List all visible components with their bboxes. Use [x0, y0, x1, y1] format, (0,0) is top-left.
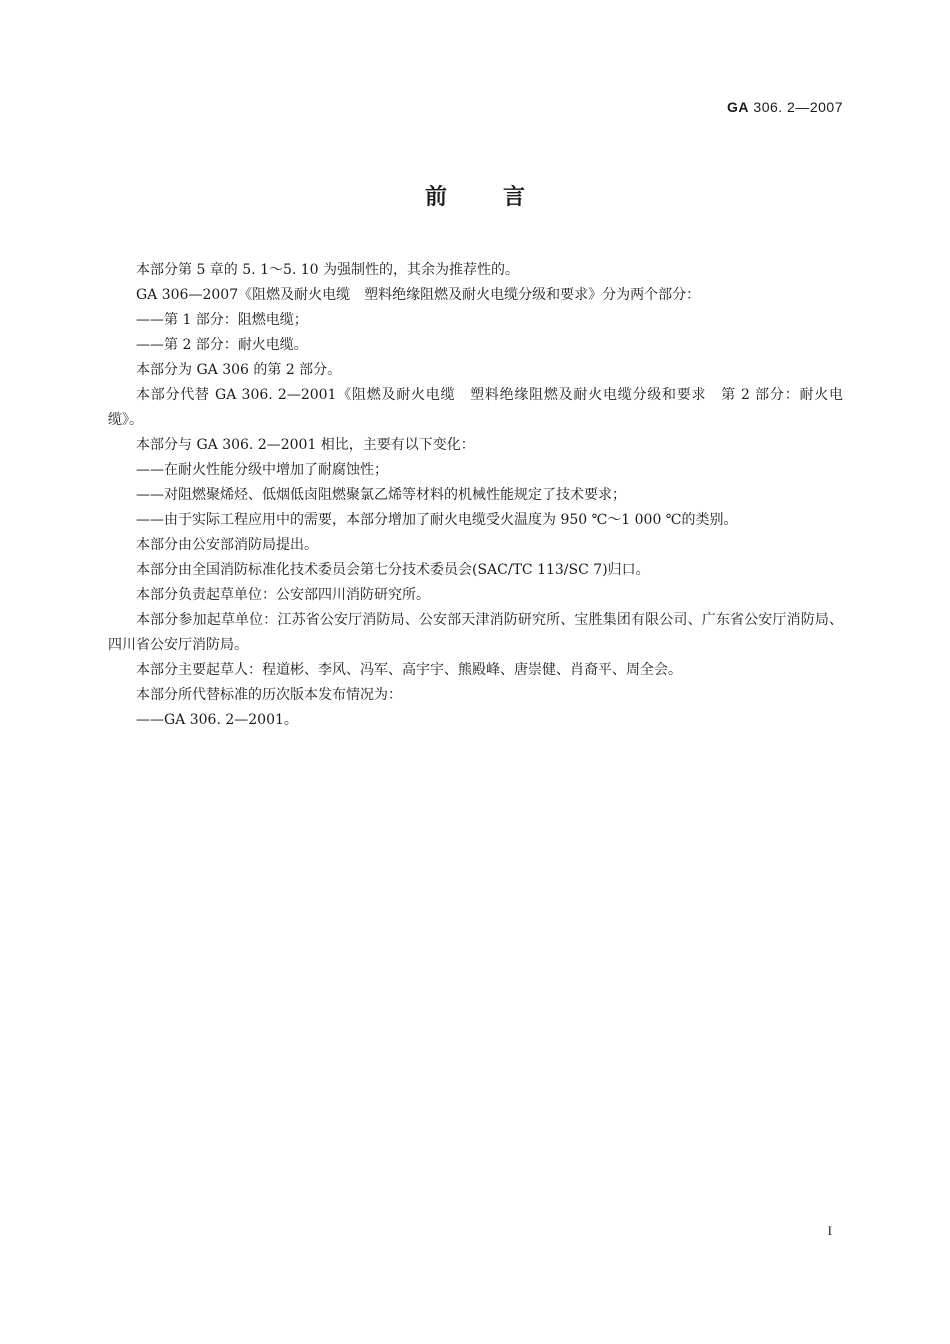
page-title: 前言: [424, 185, 581, 210]
paragraph-change-3: ——由于实际工程应用中的需要，本部分增加了耐火电缆受火温度为 950 ℃～1 000 ℃的类别。: [136, 512, 738, 528]
paragraph-participating-units: 本部分参加起草单位：江苏省公安厅消防局、公安部天津消防研究所、宝胜集团有限公司、广东省公安厅消防局、四川省公安厅消防局。: [108, 612, 843, 653]
paragraph-change-2: ——对阻燃聚烯烃、低烟低卤阻燃聚氯乙烯等材料的机械性能规定了技术要求；: [136, 487, 626, 503]
paragraph-part-2: ——第 2 部分：耐火电缆。: [136, 337, 308, 353]
foreword-body: [108, 258, 843, 733]
paragraph-mandatory-scope: 本部分第 5 章的 5. 1～5. 10 为强制性的，其余为推荐性的。: [136, 262, 520, 278]
paragraph-previous-edition-1: ——GA 306. 2—2001。: [136, 712, 298, 728]
paragraph-drafting-unit: 本部分负责起草单位：公安部四川消防研究所。: [136, 587, 430, 603]
standard-code-number: 306. 2—2007: [749, 99, 843, 115]
page-number: I: [827, 1223, 832, 1238]
paragraph-changes-intro: 本部分与 GA 306. 2—2001 相比，主要有以下变化：: [136, 437, 475, 453]
standard-code: [727, 99, 843, 115]
paragraph-drafters: 本部分主要起草人：程道彬、李风、冯军、高宇宇、熊殿峰、唐崇健、肖裔平、周全会。: [136, 662, 682, 678]
paragraph-standard-parts: GA 306—2007《阻燃及耐火电缆 塑料绝缘阻燃及耐火电缆分级和要求》分为两个部分：: [136, 287, 701, 303]
paragraph-replaces: 本部分代替 GA 306. 2—2001《阻燃及耐火电缆 塑料绝缘阻燃及耐火电缆分级和要求 第 2 部分：耐火电缆》。: [108, 387, 843, 428]
paragraph-part-1: ——第 1 部分：阻燃电缆；: [136, 312, 308, 328]
paragraph-previous-editions: 本部分所代替标准的历次版本发布情况为：: [136, 687, 402, 703]
paragraph-this-part: 本部分为 GA 306 的第 2 部分。: [136, 362, 342, 378]
paragraph-proposed-by: 本部分由公安部消防局提出。: [136, 537, 318, 553]
paragraph-under-jurisdiction: 本部分由全国消防标准化技术委员会第七分技术委员会(SAC/TC 113/SC 7)归口。: [136, 562, 650, 578]
standard-code-prefix: GA: [727, 99, 750, 115]
paragraph-change-1: ——在耐火性能分级中增加了耐腐蚀性；: [136, 462, 388, 478]
